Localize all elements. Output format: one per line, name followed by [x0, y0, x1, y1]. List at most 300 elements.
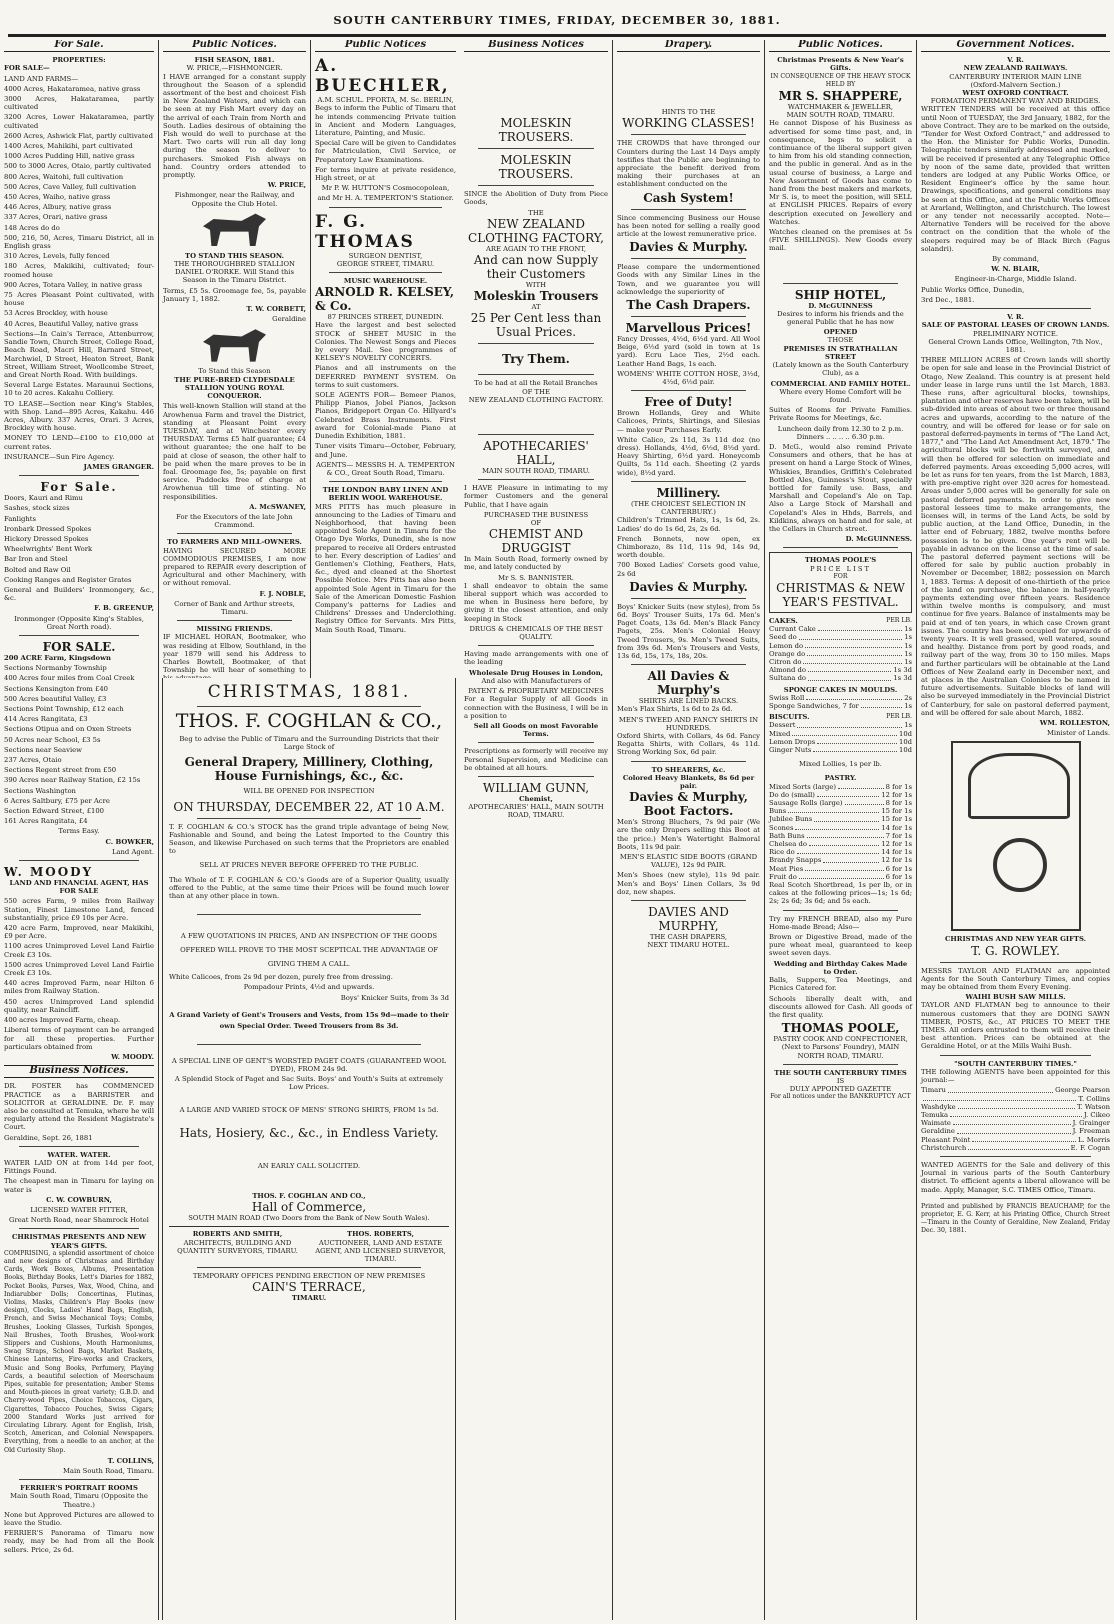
reserves-text: Several Large Estates. Maraunui Sections, 10 to 20 acres. Kakahu Colliery.	[4, 381, 154, 398]
price-item: Brandy Snapps	[769, 856, 822, 865]
flax-text: Men's Flax Shirts, 1s 6d to 2s 6d.	[617, 705, 733, 714]
moody-item: 550 acres Farm, 9 miles from Railway Station, Finest Limestone Land, fenced substantially, price £9 10s per Acre.	[4, 897, 154, 922]
shappere-text: He cannot Dispose of his Business as advertised for some time past, and, in consequence, begs to solicit a continuance of the liberal support given to him from his old standing connection, and the public in general. And as in the usual course of business, a Large and New Assortment of Goods has come to hand from the best makers and markets, Mr S. is, to meet the position, will SELL at ENGLISH PRICES. Repairs of every description executed on Jewellery and Watches.	[769, 119, 912, 226]
farm-item: 900 Acres, Totara Valley, in native grass	[4, 280, 142, 289]
moleskin-2: MOLESKIN TROUSERS.	[498, 153, 574, 182]
price-value: 1s	[904, 702, 912, 710]
property-item: Sections Washington	[4, 786, 76, 795]
price-item: Pleasant Point	[921, 1135, 971, 1144]
blair-role: Engineer-in-Charge, Middle Island.	[954, 275, 1077, 284]
moody-title: W. MOODY	[4, 865, 94, 880]
boys-text: Boys' Knicker Suits (new styles), from 5s 6d. Boys' Trouser Suits, 17s 6d. Men's Paget Coats, 13s 6d. Men's Black Fancy Pagets, 25s. Men's Colonial Heavy Tweed Trousers, 9s. Men's Tweed Suits, from 39s 6d. Men's Trousers and Vests, 13s 6d, 15s, 17s, 18s, 20s.	[617, 602, 760, 660]
tf2-text: TAYLOR AND FLATMAN beg to announce to their numerous customers that they are DOING SAWN TIMBER, POSTS, &c., AT PRICES TO MEET THE TIMES. All orders entrusted to them will receive their best attention. Prices can be obtained at the Geraldine Hotel, or at the Mills Waihi Bush.	[921, 1001, 1110, 1051]
thomas-title: F. G. THOMAS	[315, 211, 415, 252]
apoth-text-2: In Main South Road, formerly owned by me, and lately conducted by	[464, 555, 608, 572]
price-row	[769, 650, 912, 658]
price-item: Fruit do	[769, 872, 797, 881]
farm-item: 4000 Acres, Hakataramea, native grass	[4, 84, 141, 93]
column-for-sale	[0, 40, 158, 1620]
price-value: 8 for 1s	[885, 782, 912, 791]
stand1-sign: T. W. CORBETT,	[246, 305, 306, 314]
money-text: MONEY TO LEND—£100 to £10,000 at current rates.	[4, 434, 154, 451]
price-value: 15 for 1s	[881, 807, 912, 816]
kelsey-agents-2: AGENTS— MESSRS H. A. TEMPERTON & CO., Great South Road, Timaru.	[316, 460, 455, 477]
farm-item: 500 Acres, Cave Valley, full cultivation	[4, 182, 137, 191]
kelsey-addr: 87 PRINCES STREET, DUNEDIN.	[327, 313, 444, 322]
ferrier-text: None but Approved Pictures are allowed to leave the Studio.	[4, 1510, 154, 1528]
cakes-label: CAKES.	[769, 616, 798, 625]
farm-item: 1400 Acres, Mahikihi, part cultivated	[4, 142, 133, 151]
property-item: 50 Acres near School, £3 5s	[4, 735, 101, 744]
missing-title: MISSING FRIENDS.	[196, 625, 273, 634]
fish-text: I HAVE arranged for a constant supply throughout the Season of a splendid assortment of the best and choicest Fish in New Zealand Waters, and which can be seen at my Fish Mart every day on the arrival of each Train from North and South. Ladies desirous of obtaining the Fish would do well to purchase at the Mart. Two carts will run all day long during the season to deliver to purchasers. Smoked Fish always on hand. Country orders attended to promptly.	[163, 72, 306, 180]
stock-item: General and Builders' Ironmongery, &c., &c.	[4, 585, 154, 603]
roberts-smith-block	[169, 1230, 306, 1263]
column-heading: Government Notices.	[921, 40, 1110, 52]
moody-sub: LAND AND FINANCIAL AGENT, HAS FOR SALE	[9, 879, 149, 896]
farm-item: 450 Acres, Waiho, native grass	[4, 193, 111, 202]
roberts-block	[312, 1230, 449, 1263]
festival-label: CHRISTMAS & NEW YEAR'S FESTIVAL.	[776, 580, 905, 609]
poole-2-role: PASTRY COOK AND CONFECTIONER,	[773, 1035, 908, 1044]
coghlan-boys: Boys' Knicker Suits, from 3s 3d	[340, 993, 449, 1002]
coghlan-para-1: T. F. COGHLAN & CO.'s STOCK has the grand triple advantage of being New, Fashionable and Sound, and being the Latest Imported to the Country this Season, and likewise Purchased on such terms that the Proprietors are enabled to	[169, 822, 449, 856]
price-item: Mixed	[769, 729, 791, 738]
boot-label: Davies & Murphy, Boot Factors.	[629, 790, 748, 819]
for-sale-3-title: FOR SALE.	[42, 639, 116, 654]
buechler-text-3: For terms inquire at private residence, High street, or at	[315, 165, 456, 183]
fish-addr: Fishmonger, near the Railway, and Opposite the Club Hotel.	[174, 191, 295, 208]
price-item: Lemon Drops	[769, 737, 816, 746]
apoth-text-7: Prescriptions as formerly will receive my Personal Supervision, and Medicine can be obtained at all hours.	[464, 747, 608, 772]
sponge-list	[769, 694, 912, 710]
of2-label: OF	[530, 519, 542, 528]
property-item: 390 Acres near Railway Station, £2 15s	[4, 776, 141, 785]
commercial-label: COMMERCIAL AND FAMILY HOTEL.	[770, 379, 911, 388]
rolleston-role: Minister of Lands.	[1046, 729, 1110, 738]
tr-title: THOS. ROBERTS,	[347, 1230, 414, 1239]
nz-label: NEW ZEALAND	[487, 216, 585, 231]
opened-label: OPENED	[823, 328, 858, 337]
shappere-role: WATCHMAKER & JEWELLER,	[787, 103, 894, 112]
for-sale-3-list	[4, 664, 154, 825]
farm-item: 500, 216, 50, Acres, Timaru District, all in English grass	[4, 233, 154, 251]
french-text: French Bonnets, now open, ex Chimborazo, 8s 11d, 11s 9d, 14s 9d, worth double.	[617, 534, 760, 560]
price-row	[769, 694, 912, 702]
shappere-name: MR S. SHAPPERE,	[778, 89, 903, 104]
stock-item: Bolted and Raw Oil	[4, 565, 71, 574]
farm-item: 75 Acres Pleasant Point cultivated, with house	[4, 291, 154, 308]
price-value: 1s	[904, 633, 912, 642]
price-item: Ginger Nuts	[769, 746, 812, 755]
price-item: Sponge Sandwiches, 7 for	[769, 702, 859, 710]
farm-item: 1000 Acres Pudding Hill, native grass	[4, 152, 135, 161]
brown-text: Brown or Digestive Bread, made of the pure wheat meal, guaranteed to keep sweet seven days.	[769, 933, 912, 958]
price-row	[769, 832, 912, 840]
at-label: AT	[531, 303, 541, 312]
agents-text: THE following AGENTS have been appointed for this journal:—	[921, 1067, 1110, 1085]
farm-item: 40 Acres, Beautiful Valley, native grass	[4, 319, 139, 328]
greenup-addr: Ironmonger (Opposite King's Stables, Great North road).	[14, 614, 144, 631]
coghlan-coats-2: A Splendid Stock of Paget and Sac Suits. Boys' and Youth's Suits at extremely Low Prices.	[174, 1075, 444, 1092]
those-label: THOSE	[827, 336, 854, 345]
coghlan-date: ON THURSDAY, DECEMBER 22, AT 10 A.M.	[173, 799, 445, 814]
price-item: Meat Pies	[769, 864, 804, 873]
luncheon-text: Luncheon daily from 12.30 to 2 p.m. Dinners .. .. .. .. 6.30 p.m.	[777, 424, 904, 441]
temp-offices: TEMPORARY OFFICES PENDING ERECTION OF NEW PREMISES	[192, 1272, 426, 1281]
perlb-label: PER LB.	[886, 616, 912, 624]
mcg-text: D. McG., would also remind Private Consumers and others, that he has at present on hand a Large Stock of Wines, Whiskies, Brandies, Griffith's Celebrated Bottled Ales, Guinness's Stout, specially bottled for family use. Bass, and Marshall and Copeland's Ale on Tap. Also a Large Stock of Marshall and Copeland's Ales in Hhds, Barrels, and Kildkins, always on hand and for sale, at the Cellars in Church street.	[769, 442, 912, 533]
price-value: George Pearson	[1055, 1086, 1110, 1095]
for-sale-3-lead: 200 ACRE Farm, Kingsdown	[4, 653, 111, 662]
water-title: WATER. WATER.	[47, 1150, 111, 1159]
farm-item: 800 Acres, Waitohi, full cultivation	[4, 172, 124, 181]
water-text-2: The cheapest man in Timaru for laying on water is	[4, 1177, 154, 1194]
all-dm-label: All Davies & Murphy's	[647, 669, 730, 698]
price-item: Sausage Rolls (large)	[769, 799, 843, 808]
balls-text: Balls, Suppers, Tea Meetings, and Picnics Catered for.	[769, 976, 912, 993]
price-row	[769, 633, 912, 641]
lined-label: SHIRTS ARE LINED BACKS.	[638, 697, 739, 706]
coghlan-goods: General Drapery, Millinery, Clothing, House Furnishings, &c., &c.	[184, 755, 434, 784]
price-item: Mixed Sorts (large)	[769, 782, 837, 791]
price-value: 12 for 1s	[881, 840, 912, 849]
tf-text: MESSRS TAYLOR AND FLATMAN are appointed Agents for the South Canterbury Times, and copies may be obtained from them Every Evening.	[921, 966, 1110, 992]
price-row	[769, 791, 912, 799]
price-row	[769, 730, 912, 738]
buechler-text: Begs to inform the Public of Timaru that he intends commencing Private tuition in Ancient and Modern Languages, Literature, Painting, and Music.	[315, 104, 456, 138]
property-item: 237 Acres, Otaio	[4, 756, 62, 765]
buechler-title: A. BUECHLER,	[315, 56, 450, 97]
poole-name: THOMAS POOLE'S	[804, 556, 877, 565]
price-value: 1s	[904, 641, 912, 650]
lollies-text: Mixed Lollies, 1s per lb.	[799, 760, 882, 769]
vr-label: V. R.	[1007, 56, 1024, 65]
column-heading: Public Notices.	[769, 40, 912, 52]
cim-label: CANTERBURY INTERIOR MAIN LINE	[949, 72, 1082, 81]
price-row	[769, 666, 912, 674]
stand1-terms: Terms, £5 5s. Groomage fee, 5s, payable January 1, 1882.	[163, 286, 306, 303]
gifts-label: CHRISTMAS AND NEW YEAR GIFTS.	[944, 935, 1087, 944]
pitts-title: THE LONDON BABY LINEN AND BERLIN WOOL WAREHOUSE.	[322, 486, 449, 503]
price-item: Chelsea do	[769, 840, 807, 849]
business-notices-heading: Business Notices.	[4, 1065, 154, 1078]
shortbread-text: Real Scotch Shortbread, 1s per lb, or in cakes at the following prices—1s; 1s 6d; 2s; 2s 6d; 3s 6d; and 5s each.	[769, 881, 912, 906]
sponge-label: SPONGE CAKES IN MOULDS.	[783, 685, 898, 694]
coghlan-advert	[162, 678, 456, 1620]
tweed-label: MEN'S TWEED AND FANCY SHIRTS IN HUNDREDS.	[618, 715, 759, 732]
price-item: Do do (small)	[769, 790, 815, 799]
price-value: 8 for 1s	[885, 799, 912, 808]
boxed-text: 700 Boxed Ladies' Corsets good value, 2s 6d	[617, 561, 760, 578]
moody-list	[4, 897, 154, 1024]
moody-item: 450 acres Unimproved Land splendid quality, near Raincliff.	[4, 997, 154, 1014]
greenup-name: F. B. GREENUP,	[94, 604, 154, 613]
for-sale-lead: FOR SALE—	[4, 64, 50, 73]
stock-item: Ironbark Dressed Spokes	[4, 524, 92, 533]
insurance-text: INSURANCE—Sun Fire Agency.	[4, 452, 115, 461]
try-label: Try Them.	[502, 352, 570, 367]
ship-hotel: SHIP HOTEL,	[794, 287, 887, 302]
choicest-label: (THE CHOICEST SELECTION IN CANTERBURY.)	[631, 499, 746, 517]
water-text: WATER LAID ON at from 14d per foot, Fittings Found.	[4, 1158, 154, 1176]
moleskin-1: MOLESKIN TROUSERS.	[498, 116, 574, 145]
price-value: 7 for 1s	[885, 831, 912, 840]
final-name: DAVIES AND MURPHY,	[648, 905, 729, 933]
coghlan-coats: A SPECIAL LINE OF GENT'S WORSTED PAGET COATS (GUARANTEED WOOL DYED), FROM 24s 9d.	[171, 1056, 447, 1074]
price-item: Lemon do	[769, 641, 804, 650]
price-value: 1s	[904, 625, 912, 634]
gunn-role: Chemist,	[519, 794, 553, 803]
column-heading: For Sale.	[4, 40, 154, 52]
sell-label: Sell all Goods on most Favorable Terms.	[473, 721, 599, 739]
property-item: 161 Acres Rangitata, £4	[4, 817, 88, 826]
price-row	[769, 674, 912, 682]
pastry-label: PASTRY.	[824, 774, 857, 783]
moody-item: 440 acres Improved Farm, near Hilton 6 miles from Railway Station.	[4, 979, 154, 996]
price-item: Washdyke	[921, 1102, 956, 1111]
fish-sign: W. PRICE,	[267, 181, 306, 190]
coghlan-company: THOS. F. COGHLAN & CO.,	[175, 710, 443, 732]
price-value: J. Freeman	[1072, 1127, 1110, 1136]
coghlan-shirts: A LARGE AND VARIED STOCK OF MENS' STRONG SHIRTS, FROM 1s 5d.	[179, 1105, 439, 1114]
column-heading: Public Notices.	[163, 40, 306, 52]
foster-text: DR. FOSTER has COMMENCED PRACTICE as a BARRISTER and SOLICITOR at GERALDINE. Dr. F. may also be consulted at Temuka, where he will regularly attend the Resident Magistrate's Court.	[4, 1082, 154, 1132]
hints-label: HINTS TO THE	[661, 108, 716, 117]
wedding-text: Wedding and Birthday Cakes Made to Order.	[773, 959, 908, 976]
biscuits-list	[769, 721, 912, 754]
coghlan-quotations: A FEW QUOTATIONS IN PRICES, AND AN INSPECTION OF THE GOODS OFFERED WILL PROVE TO THE MOST SCEPTICAL THE ADVANTAGE OF GIVING THEM A CALL.	[180, 932, 438, 969]
cains-terrace: CAIN'S TERRACE,	[252, 1280, 366, 1295]
property-item: Sections Kensington from £40	[4, 684, 108, 693]
coghlan-sell: SELL AT PRICES NEVER BEFORE OFFERED TO THE PUBLIC.	[199, 861, 419, 870]
xmas-title: CHRISTMAS PRESENTS AND NEW YEAR'S GIFTS.	[11, 1233, 147, 1250]
price-row	[921, 1136, 1110, 1144]
lately-label: (Lately known as the South Canterbury Club), as a	[772, 361, 909, 378]
land-farms-label: LAND AND FARMS—	[4, 74, 79, 83]
coghlan-trousers: A Grand Variety of Gent's Trousers and Vests, from 15s 9d—made to their own Special Order. Tweed Trousers from 8s 3d.	[169, 1010, 449, 1030]
price-item: Buns	[769, 807, 787, 816]
xmas-sign: T. COLLINS,	[107, 1456, 154, 1465]
price-value: T. Collins	[1078, 1094, 1110, 1103]
farmers-addr: Corner of Bank and Arthur streets, Timaru.	[174, 599, 295, 616]
coghlan-hall: Hall of Commerce,	[251, 1200, 367, 1215]
price-row	[769, 783, 912, 791]
property-item: 400 Acres four miles from Coal Creek	[4, 674, 135, 683]
thomas-addr: GEORGE STREET, TIMARU.	[336, 259, 435, 268]
missing-text: IF MICHAEL HORAN, Bootmaker, who was residing at Elbow, Southland, in the year 1879 will send his Address to Charles Bowtell, Bootmaker, of that Township he will hear of something to	[163, 633, 306, 675]
price-item: Seed do	[769, 633, 797, 642]
shearers-label: TO SHEARERS, &c.	[651, 765, 726, 774]
coghlan-addr: SOUTH MAIN ROAD (Two Doors from the Bank of New South Wales).	[188, 1214, 430, 1223]
since-text: SINCE the Abolition of Duty from Piece Goods,	[464, 190, 608, 207]
price-row	[769, 702, 912, 710]
price-item: Citron do	[769, 657, 802, 666]
coghlan-hats: Hats, Hosiery, &c., &c., in Endless Variety.	[179, 1125, 439, 1140]
property-item: 414 Acres Rangitata, £3	[4, 715, 88, 724]
stand2-body: This well-known Stallion will stand at the Arowhenua Farm and travel the District, standing at Pleasant Point every TUESDAY, and at Winchester every THURSDAY. Terms £5 half guarantee; £4 without guarantee; the one half to be paid at close of season, the other half to be paid when the mare proves to be in foal. Groomage fee, 5s; payable on first service. Paddocks free of charge at Arowhenua till time of stinting. No responsibilities.	[163, 402, 306, 501]
price-value: 1s 3d	[893, 666, 912, 675]
final-addr: NEXT TIMARU HOTEL.	[647, 941, 730, 950]
apoth-title: APOTHECARIES' HALL,	[483, 439, 589, 468]
front-label: ARE AGAIN TO THE FRONT,	[485, 244, 587, 253]
drugs-label: DRUGS & CHEMICALS OF THE BEST QUALITY.	[469, 624, 603, 642]
gunn-addr: APOTHECARIES' HALL, MAIN SOUTH ROAD, TIMARU.	[468, 803, 604, 820]
prelim-label: PRELIMINARY NOTICE.	[973, 329, 1058, 338]
coghlan-will-open: WILL BE OPENED FOR INSPECTION	[243, 787, 375, 796]
ferrier-text-2: FERRIER'S Panorama of Timaru now ready, may be had from all the Book sellers. Price, 2s 6d.	[4, 1529, 154, 1554]
price-value: 1s	[904, 721, 912, 730]
farm-item: 2600 Acres, Ashwick Flat, partly cultivated	[4, 131, 153, 140]
moody-item: 420 acre Farm, Improved, near Makikihi, £9 per Acre.	[4, 924, 154, 941]
masthead: SOUTH CANTERBURY TIMES, FRIDAY, DECEMBER 30, 1881.	[333, 13, 781, 27]
vr2-label: V. R.	[1007, 313, 1024, 322]
price-value: J. Grainger	[1072, 1119, 1110, 1128]
brown-text: Brown Hollands, Grey and White Calicoes, Prints, Shirtings, and Silesias — make your Purchases Early.	[617, 409, 760, 434]
price-value: 10d	[899, 729, 912, 738]
mcg-sign: D. McGUINNESS.	[845, 535, 912, 544]
price-item: Jubilee Buns	[769, 815, 813, 824]
since-text: Since commencing Business our House has been noted for selling a really good article at the lowest remunerative price.	[617, 213, 760, 239]
bluchers-text: Men's Strong Bluchers, 7s 9d pair (We are the only Drapers selling this Boot at the price.) Men's Watertight Balmoral Boots, 11s 9d pair.	[617, 818, 760, 851]
price-row	[769, 642, 912, 650]
dm-label-2: Davies & Murphy.	[629, 579, 748, 594]
cash-system: Cash System!	[643, 190, 734, 205]
price-value: 14 for 1s	[881, 848, 912, 857]
apoth-text-6: For a Regular Supply of all Goods in connection with the Business, I will be in a position to	[464, 695, 608, 720]
price-value: 10d	[899, 746, 912, 755]
price-value: J. Cikeo	[1083, 1110, 1110, 1119]
price-row	[921, 1144, 1110, 1152]
pastry-list	[769, 783, 912, 881]
price-value: 1s	[904, 649, 912, 658]
poole-2-addr: (Next to Parsons' Foundry), MAIN NORTH ROAD, TIMARU.	[781, 1043, 900, 1060]
blair-name: W. N. BLAIR,	[991, 265, 1040, 274]
price-item: Currant Cake	[769, 625, 816, 634]
price-row	[769, 625, 912, 633]
kelsey-text-2: Pianos and all instruments on the DEFERRED PAYMENT SYSTEM. On terms to suit customers.	[315, 364, 456, 389]
is-label: IS	[836, 1076, 845, 1085]
hats-text: Children's Trimmed Hats, 1s, 1s 6d, 2s. Ladies' do do 1s 6d, 2s, 2s 6d.	[617, 516, 760, 533]
shappere-addr: MAIN SOUTH ROAD, TIMARU.	[786, 111, 895, 120]
price-value: 6 for 1s	[885, 864, 912, 873]
farmers-title: TO FARMERS AND MILL-OWNERS.	[167, 538, 302, 547]
consequence-label: IN CONSEQUENCE OF THE HEAVY STOCK HELD BY	[770, 72, 911, 88]
pitts-text: MRS PITTS has much pleasure in announcing to the Ladies of Timaru and Neighborhood, that having been appointed Sole Agent in Timaru for the Otago Dye Works, Dunedin, she is now prepared to receive all Orders entrusted to her. Every description of Ladies' and Gentlemen's Clothing, Feathers, Hats, &c., dyed and cleaned at the Shortest Possible Notice. Mrs Pitts has also been appointed Sole Agent in Timaru for the Sale of the American Domestic Fashion Company's patterns for Ladies and Childrens' Dresses and Underclothing. Registry Office for Servants. Mrs Pitts, Main South Road, Timaru.	[315, 502, 456, 634]
horse-illustration	[200, 212, 270, 248]
shoes-text: Men's Shoes (new style), 11s 9d pair. Men's and Boys' Linen Collars, 3s 9d doz, new shapes.	[617, 871, 760, 896]
column-heading: Public Notices	[315, 40, 456, 52]
oxford-label: (Oxford-Malvern Section.)	[970, 80, 1061, 89]
price-item: Rice do	[769, 848, 795, 857]
schools-text: Schools liberally dealt with, and discounts allowed for Cash. All goods of the first quality.	[769, 994, 912, 1019]
farmers-text: HAVING SECURED MORE COMMODIOUS PREMISES, I am now prepared to REPAIR every description of Agricultural and other Machinery, with or without removal.	[163, 546, 306, 588]
lease-text: THREE MILLION ACRES of Crown lands will shortly be open for sale and lease in the Provincial District of Otago, New Zealand. This country is at present held under lease in large runs until the 1st March, 1883. These runs, after agricultural blocks, townships, plantation and other reserves have been taken, will be sub-divided into areas of about two or three thousand acres and upwards, according to the nature of the country, and will be offered for lease or for sale on pastoral deferred-payments in terms of "The Land Act, 1877," and "The Land Act Amendment Act, 1879." The agricultural blocks will be forthwith surveyed, and will then be offered for selection on immediate and deferred payments. Areas exceeding 5,000 acres, will be let as runs for ten years, from the 1st March, 1883, with pre-emptive right over 320 acres for homestead. Areas under 5,000 acres will be generally for sale on pastoral deferred payments. In order to give new pastoral lessees time to make arrangements, the licenses will, in terms of the Land Acts, be sold by public auction, at the Land Office, Dunedin, in the latter end of February, 1882, twelve months before possession is to be given. One year's rent will be payable in advance on the license at the time of sale. The pastoral deferred payment sections will be offered for sale by public auction probably in November or December, 1882; possession on March 1, 1883. Terms: A deposit of one-thirtieth of the price of the land on purchase, the balance in half-yearly payments extending over fifteen years. Residence within twelve months is compulsory, and must continue for five years. Balance of instalments may be paid at end of ten years, in which case Crown grant issues. The country has been occupied for upwards of twenty years. It is well grassed, well watered, sound and healthy. Distance from port by good roads, and railway part of the way, from 30 to 150 miles. Maps and further particulars will be obtainable at the Land Offices of New Zealand early in December next, and at places in the Australian Colonies to be named in future advertisements. Suitable blocks of land will also be surveyed immediately in the Provincial District of Canterbury, for sale on pastoral deferred payment, and will be offered for sale about March, 1882.	[921, 356, 1110, 717]
white-text: White Calico, 2s 11d, 3s 11d doz (no dress). Hollands, 4½d, 6½d, 8½d yard. Heavy Shirting, 6½d yard. Honeycomb Quilts, 5s 11d each. Sheeting (2 yards wide), 8½d yard.	[617, 435, 760, 477]
farms-list	[4, 85, 154, 328]
poole-2-name: THOMAS POOLE,	[781, 1021, 900, 1036]
price-value: 14 for 1s	[881, 823, 912, 832]
notices-label: For all notices under the BANKRUPTCY ACT	[770, 1093, 911, 1101]
stand2-exec: For the Executors of the late John Crammond.	[176, 512, 293, 530]
apoth-text: I HAVE Pleasure in intimating to my former Customers and the general Public, that I have again	[464, 484, 608, 509]
nzr-label: NEW ZEALAND RAILWAYS.	[963, 64, 1068, 73]
perlb-label-2: PER LB.	[886, 713, 912, 721]
factory-label: CLOTHING FACTORY,	[468, 230, 604, 245]
price-row	[769, 848, 912, 856]
column-heading: Drapery.	[617, 40, 760, 52]
fish-sub: W. PRICE,—FISHMONGER.	[186, 64, 283, 73]
moody-item: 400 acres Improved Farm, cheap.	[4, 1016, 121, 1025]
buechler-a1: Mr P. W. HUTTON'S Cosmocopolean,	[321, 184, 450, 193]
moody-sign: W. MOODY.	[111, 1052, 154, 1061]
blair-date: 3rd Dec., 1881.	[921, 295, 975, 304]
price-item: Orange do	[769, 649, 806, 658]
blankets-label: Colored Heavy Blankets, 8s 6d per pair.	[622, 773, 755, 790]
waihi-label: WAIHI BUSH SAW MILLS.	[965, 993, 1066, 1002]
ferrier-addr: Main South Road, Timaru (Opposite the Theatre.)	[10, 1492, 148, 1509]
tr-sub: AUCTIONEER, LAND AND ESTATE AGENT, AND LICENSED SURVEYOR, TIMARU.	[315, 1238, 446, 1264]
dm-label: Davies & Murphy.	[629, 240, 748, 255]
xmas-addr: Main South Road, Timaru.	[62, 1467, 154, 1476]
price-value: 2s	[904, 693, 912, 702]
cakes-list	[769, 625, 912, 682]
bowker-role: Land Agent.	[111, 847, 154, 856]
price-row	[769, 824, 912, 832]
oxford-text: Oxford Shirts, with Collars, 4s 6d. Fancy Regatta Shirts, with Collars, 4s 11d. Strong Working Sox, 6d pair.	[617, 731, 760, 757]
sct-label: THE SOUTH CANTERBURY TIMES	[774, 1068, 907, 1077]
price-item: Dessert	[769, 721, 796, 730]
moody-item: 1500 acres Unimproved Level Land Fairlie Creek £3 10s.	[4, 960, 154, 978]
price-item: Bath Buns	[769, 831, 805, 840]
fancy-text: Fancy Dresses, 4½d, 6½d yard. All Wool Beige, 6½d yard (sold in town at 1s yard). Ecru Lace Ties, 2½d each. Leather Hand Bags, 1s each.	[617, 335, 760, 368]
buechler-text-2: Special Care will be given to Candidates for Matriculation, Civil Service, or Preparatory Law Examinations.	[315, 139, 456, 164]
water-role: LICENSED WATER FITTER,	[30, 1205, 128, 1214]
final-role: THE CASH DRAPERS,	[649, 933, 728, 941]
xmas-presents: Christmas Presents & New Year's Gifts.	[777, 56, 904, 73]
farm-item: 500 to 3000 Acres, Otaio, partly cultivated	[4, 162, 152, 171]
moody-item: 1100 acres Unimproved Level Land Fairlie Creek £3 10s.	[4, 942, 154, 959]
property-item: Sections Regent street from £50	[4, 766, 117, 775]
premises-label: PREMISES IN STRATHALLAN STREET	[783, 344, 898, 361]
for-label: FOR	[833, 572, 848, 580]
price-row	[769, 799, 912, 807]
property-item: Sections Normanby Township	[4, 664, 107, 673]
price-value: L. Morris	[1077, 1135, 1110, 1144]
price-item: Scones	[769, 823, 794, 832]
price-row	[921, 1127, 1110, 1135]
of-label: OF THE	[522, 387, 550, 396]
kelsey-tuner: Tuner visits Timaru—October, February, and June.	[315, 442, 456, 459]
price-value: T. Watson	[1077, 1102, 1110, 1111]
sections-text: Sections—In Cain's Terrace, Attenburrow, Sandie Town, Church Street, College Road, Beach Road, Macri Hill, Barnard Street, Marchwiel, D Street, Heaton Street, Bank Street, William Street, Woollcombe Street, and Great North Road. With buildings.	[4, 329, 154, 379]
water-name: C. W. COWBURN,	[46, 1195, 112, 1204]
stock-item: Wheelwrights' Bent Work	[4, 545, 93, 554]
elastic-text: MEN'S ELASTIC SIDE BOOTS (GRAND VALUE), 12s 9d PAIR.	[619, 852, 758, 870]
properties-title: PROPERTIES:	[52, 56, 106, 65]
supply-label: And can now Supply their Customers	[473, 253, 599, 282]
price-item: Temuka	[921, 1110, 949, 1119]
crowds-text: THE CROWDS that have thronged our Counters during the Last 14 Days amply testifies that the Public are beginning to appreciate the benefit derived from making their purchases at an establishment conducted on the	[617, 139, 760, 189]
horse-illustration-2	[200, 327, 270, 363]
sct-agents-title: "SOUTH CANTERBURY TIMES."	[954, 1059, 1077, 1068]
comfort-label: Where every Home Comfort will be found.	[779, 387, 902, 404]
shappere-watches: Watches cleaned on the premises at 5s (FIVE SHILLINGS). New Goods every mail.	[769, 228, 912, 253]
masthead-rule	[8, 34, 1106, 37]
formation-label: FORMATION PERMANENT WAY AND BRIDGES.	[930, 97, 1101, 106]
bannister-label: Mr S. S. BANNISTER.	[498, 573, 574, 582]
price-item: Timaru	[921, 1086, 946, 1095]
